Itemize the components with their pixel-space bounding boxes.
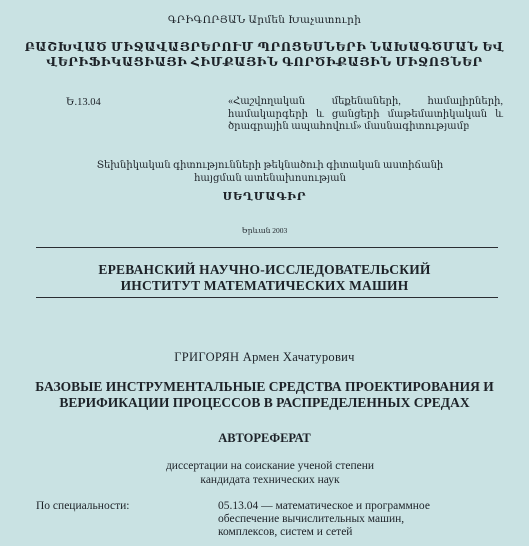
russian-specialty-line-3: комплексов, систем и сетей <box>218 526 353 538</box>
russian-title-line-1: БАЗОВЫЕ ИНСТРУМЕНТАЛЬНЫЕ СРЕДСТВА ПРОЕКТИРОВАНИЯ И <box>35 379 494 394</box>
armenian-degree-line-1: Տեխնիկական գիտությունների թեկնածուի գիտական աստիճանի <box>96 160 444 171</box>
armenian-title-line-2: ՎԵՐԻՖԻԿԱՑԻԱՅԻ ՀԻՄՔԱՅԻՆ ԳՈՐԾԻՔԱՅԻՆ ՄԻՋՈՑՆԵՐ <box>46 55 483 69</box>
russian-specialty-line-1: 05.13.04 — математическое и программное <box>218 500 430 512</box>
armenian-title-line-1: ԲԱՇԽՎԱԾ ՄԻՋԱՎԱՅՐԵՐՈՒՄ ՊՐՈՑԵՍՆԵՐԻ ՆԱԽԱԳԾՄԱՆ ԵՎ <box>24 40 505 54</box>
armenian-specialty-text: «Հաշվողական մեքենաների, համալիրների, համակարգերի և ցանցերի մաթեմատիկական և ծրագրային ապահովում» մասնագիտությամբ <box>228 96 503 132</box>
armenian-author: ԳՐԻԳՈՐՅԱՆ Արմեն Խաչատուրի <box>167 15 362 26</box>
armenian-title <box>0 40 529 70</box>
russian-title <box>0 379 529 411</box>
armenian-specialty-code: Ե.13.04 <box>66 97 101 108</box>
institute-line-2: ИНСТИТУТ МАТЕМАТИЧЕСКИХ МАШИН <box>120 278 409 293</box>
russian-degree <box>60 460 480 487</box>
russian-specialty-line-2: обеспечение вычислительных машин, <box>218 513 405 525</box>
russian-author: ГРИГОРЯН Армен Хачатурович <box>174 350 355 364</box>
armenian-city-year: Երևան 2003 <box>241 226 288 235</box>
armenian-degree-line-2: հայցման ատենախոսության <box>194 173 346 184</box>
armenian-degree <box>40 159 500 185</box>
divider-top <box>36 247 498 248</box>
institute-line-1: ЕРЕВАНСКИЙ НАУЧНО-ИССЛЕДОВАТЕЛЬСКИЙ <box>98 262 431 277</box>
russian-degree-line-2: кандидата технических наук <box>200 473 340 486</box>
institute-name <box>0 262 529 294</box>
armenian-abstract-label: ՍԵՂՄԱԳԻՐ <box>222 191 307 203</box>
russian-abstract-label: АВТОРЕФЕРАТ <box>218 431 311 445</box>
divider-bottom <box>36 297 498 298</box>
russian-specialty-label: По специальности: <box>36 500 130 512</box>
russian-title-line-2: ВЕРИФИКАЦИИ ПРОЦЕССОВ В РАСПРЕДЕЛЕННЫХ СРЕДАХ <box>59 395 470 410</box>
russian-specialty <box>218 500 518 539</box>
russian-degree-line-1: диссертации на соискание ученой степени <box>165 460 375 472</box>
